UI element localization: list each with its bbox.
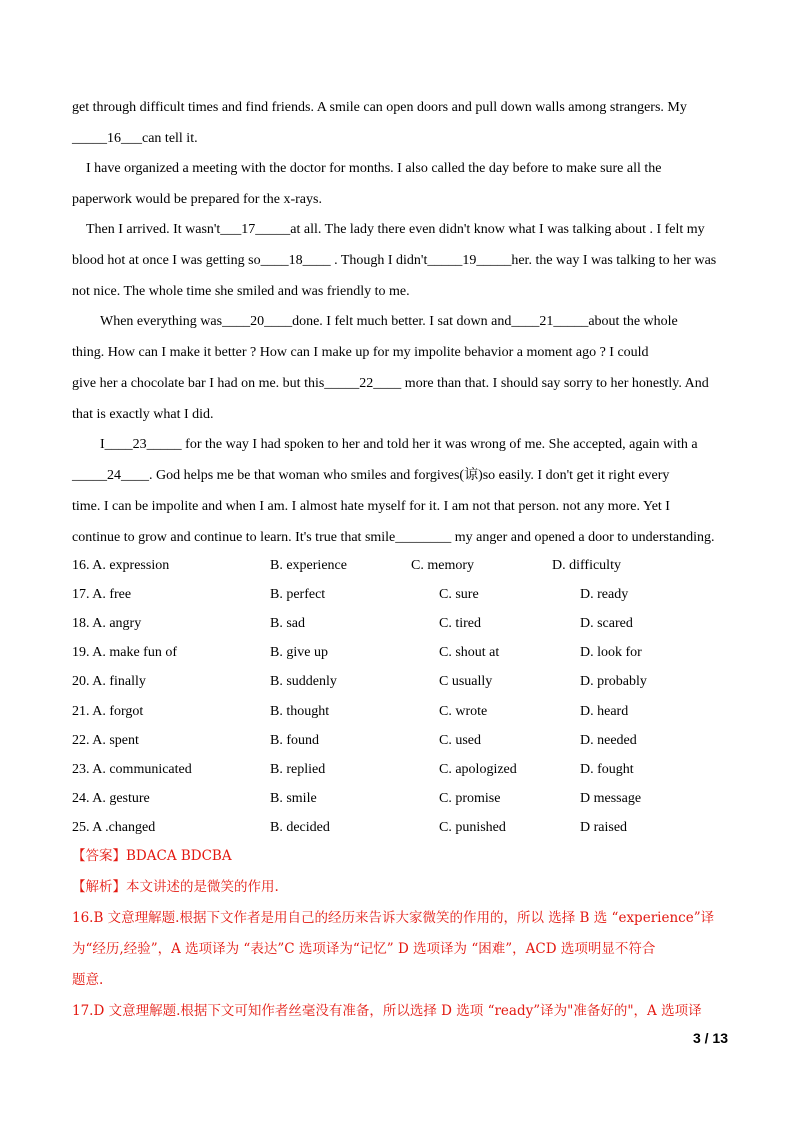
option-d: D raised [580, 819, 628, 835]
option-d: D. difficulty [552, 558, 621, 573]
option-a: 22. A. spent [72, 732, 139, 748]
text-line: paperwork would be prepared for the x-rays. [72, 192, 322, 207]
option-b: B. found [270, 732, 319, 748]
option-d: D. fought [580, 761, 634, 777]
option-d: D. probably [580, 674, 647, 690]
option-d: D. scared [580, 616, 633, 632]
text-line: not nice. The whole time she smiled and was friendly to me. [72, 284, 410, 299]
option-c: C. sure [439, 587, 479, 603]
passage-paragraph-2 [72, 153, 727, 215]
text-line: that is exactly what I did. [72, 407, 214, 422]
page-number: 3 / 13 [692, 1030, 728, 1046]
option-b: B. perfect [270, 587, 326, 603]
option-row [72, 784, 732, 813]
text-line: When everything was____20____done. I felt much better. I sat down and____21_____about the whole [100, 314, 678, 329]
option-c: C. used [439, 732, 481, 748]
option-c: C. promise [439, 790, 501, 806]
text-line: get through difficult times and find friends. A smile can open doors and pull down walls among strangers. My [72, 100, 687, 115]
option-a: 17. A. free [72, 587, 132, 603]
option-a: 19. A. make fun of [72, 645, 177, 661]
option-a: 25. A .changed [72, 819, 156, 835]
option-d: D. needed [580, 732, 637, 748]
analysis-line: 【解析】本文讲述的是微笑的作用. [72, 879, 279, 895]
option-row [72, 638, 732, 667]
option-b: B. thought [270, 703, 330, 719]
passage-paragraph-3 [72, 214, 727, 307]
option-a: 23. A. communicated [72, 761, 192, 777]
text-line: _____24____. God helps me be that woman who smiles and forgives(谅)so easily. I don't get it right every [72, 468, 670, 483]
option-b: B. experience [270, 558, 347, 573]
option-c: C. memory [411, 558, 474, 573]
option-d: D message [580, 790, 642, 806]
option-c: C. punished [439, 819, 506, 835]
option-row [72, 697, 732, 726]
text-line: give her a chocolate bar I had on me. but this_____22____ more than that. I should say sorry to her honestly. And [72, 376, 709, 391]
option-b: B. suddenly [270, 674, 337, 690]
option-a: 20. A. finally [72, 674, 146, 690]
option-c: C. wrote [439, 703, 488, 719]
option-row [72, 755, 732, 784]
explanation-line: 17.D 文意理解题.根据下文可知作者丝毫没有准备，所以选择 D 选项 “ready”译为"准备好的"，A 选项译 [72, 1003, 702, 1019]
option-c: C. apologized [439, 761, 517, 777]
option-d: D. look for [580, 645, 642, 661]
option-c: C usually [439, 674, 493, 690]
text-line: I have organized a meeting with the doctor for months. I also called the day before to make sure all the [86, 161, 662, 176]
explanation-line: 为“经历,经验”，A 选项译为 “表达”C 选项译为“记忆” D 选项译为 “困难”，ACD 选项明显不符合 [72, 941, 656, 957]
option-a: 18. A. angry [72, 616, 142, 632]
option-a: 24. A. gesture [72, 790, 150, 806]
option-b: B. give up [270, 645, 328, 661]
text-line: I____23_____ for the way I had spoken to her and told her it was wrong of me. She accepted, again with a [100, 437, 698, 452]
text-line: blood hot at once I was getting so____18____ . Though I didn't_____19_____her. the way I was talking to her was [72, 253, 717, 268]
option-b: B. decided [270, 819, 330, 835]
option-row [72, 726, 732, 755]
option-row [72, 580, 732, 609]
explanation-line: 16.B 文意理解题.根据下文作者是用自己的经历来告诉大家微笑的作用的，所以 选择 B 选 “experience”译 [72, 910, 715, 926]
option-a: 21. A. forgot [72, 703, 144, 719]
option-c: C. tired [439, 616, 481, 632]
passage-paragraph-4 [72, 306, 727, 430]
option-c: C. shout at [439, 645, 500, 661]
text-line: thing. How can I make it better ? How can I make up for my impolite behavior a moment ago ? I could [72, 345, 649, 360]
passage-paragraph-5 [72, 429, 727, 553]
option-a: 16. A. expression [72, 558, 170, 573]
option-d: D. heard [580, 703, 629, 719]
option-b: B. smile [270, 790, 317, 806]
option-row [72, 551, 732, 580]
text-line: continue to grow and continue to learn. It's true that smile________ my anger and opened a door to understanding. [72, 530, 715, 545]
option-b: B. replied [270, 761, 326, 777]
option-b: B. sad [270, 616, 305, 632]
text-line: time. I can be impolite and when I am. I almost hate myself for it. I am not that person. not any more. Yet I [72, 499, 670, 514]
answer-line: 【答案】BDACA BDCBA [72, 848, 232, 864]
option-row [72, 667, 732, 696]
passage-paragraph-1 [72, 92, 727, 154]
explanation-line: 题意. [72, 972, 104, 988]
text-line: Then I arrived. It wasn't___17_____at all. The lady there even didn't know what I was talking about . I felt my [86, 222, 705, 237]
text-line: _____16___can tell it. [72, 131, 198, 146]
option-row [72, 609, 732, 638]
option-row [72, 813, 732, 842]
answer-section [72, 841, 732, 1027]
option-d: D. ready [580, 587, 629, 603]
